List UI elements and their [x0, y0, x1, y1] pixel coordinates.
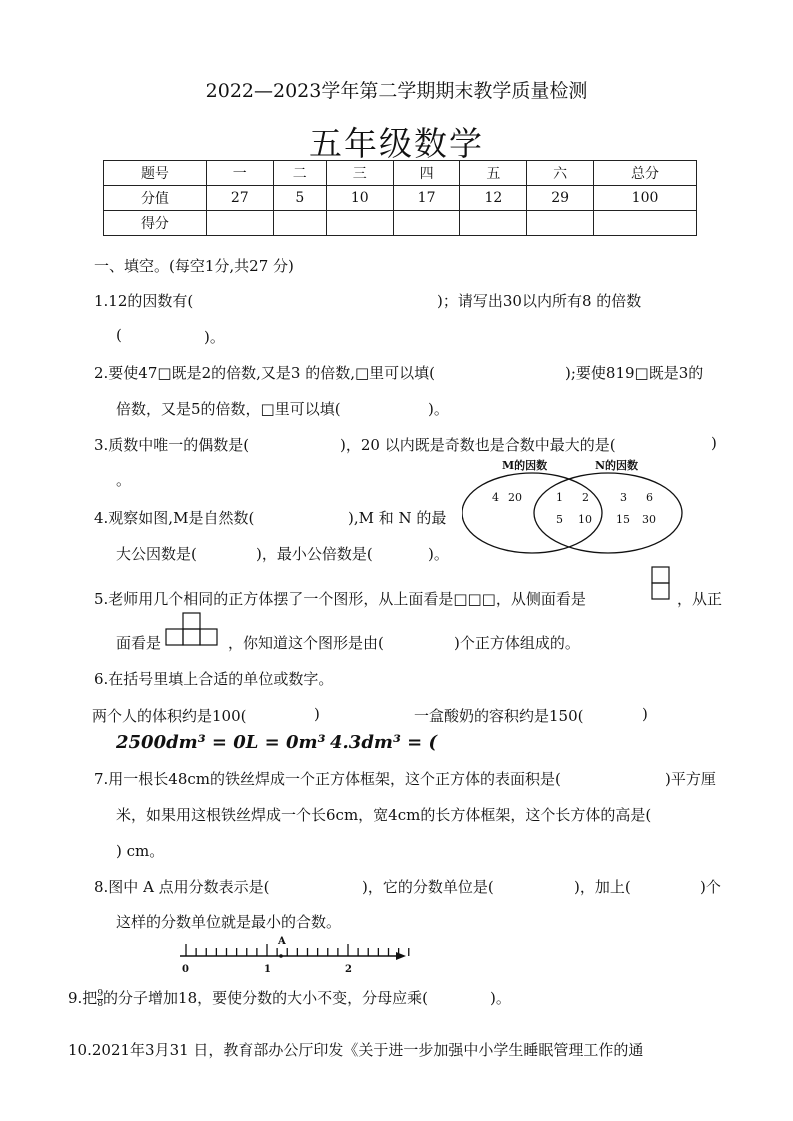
venn-both-top-1: 2	[582, 491, 589, 504]
q3-text-a: 3.质数中唯一的偶数是(	[94, 436, 250, 454]
axis-label-0: 0	[182, 964, 189, 975]
table-cell: 10	[326, 186, 393, 211]
score-input-cell[interactable]	[273, 211, 326, 236]
q3-text-d: 。	[116, 471, 132, 489]
q3-text-b: )，20 以内既是奇数也是合数中最大的是(	[340, 436, 616, 454]
table-cell: 一	[206, 161, 273, 186]
number-line	[170, 934, 410, 976]
q5-text-e: )个正方体组成的。	[454, 634, 580, 652]
q6-text-b: )	[314, 705, 320, 723]
q8-text-c: )，加上(	[574, 878, 631, 896]
point-a-marker	[279, 954, 283, 958]
venn-m-only-0: 4	[492, 491, 499, 504]
score-input-cell[interactable]	[326, 211, 393, 236]
table-row	[104, 211, 697, 236]
q1-text-a: 1.12的因数有(	[94, 292, 194, 310]
score-input-cell[interactable]	[594, 211, 697, 236]
q2-text-c: 倍数，又是5的倍数，□里可以填(	[116, 400, 341, 418]
table-cell: 得分	[104, 211, 207, 236]
table-cell: 分值	[104, 186, 207, 211]
q6-math-2: 4.3dm³ = (	[330, 732, 437, 753]
score-input-cell[interactable]	[206, 211, 273, 236]
table-cell: 题号	[104, 161, 207, 186]
q1-text-c: (	[116, 326, 122, 344]
table-cell: 12	[460, 186, 527, 211]
exam-subtitle: 2022—2023学年第二学期期末教学质量检测	[205, 80, 588, 102]
venn-label-n: N的因数	[595, 459, 639, 472]
table-cell: 四	[393, 161, 460, 186]
venn-diagram	[462, 455, 694, 555]
q4-text-a: 4.观察如图,M是自然数(	[94, 509, 255, 527]
venn-n-bottom-0: 15	[616, 513, 630, 526]
q4-text-e: )。	[428, 545, 449, 563]
venn-both-bottom-0: 5	[556, 513, 563, 526]
q8-text-a: 8.图中 A 点用分数表示是(	[94, 878, 270, 896]
table-cell: 六	[527, 161, 594, 186]
q6-heading: 6.在括号里填上合适的单位或数字。	[94, 670, 334, 688]
front-view-icon	[164, 612, 222, 648]
venn-n-bottom-1: 30	[642, 513, 656, 526]
section-heading: 一、填空。(每空1分,共27 分)	[94, 257, 294, 275]
venn-both-bottom-1: 10	[578, 513, 592, 526]
q5-text-a: 5.老师用几个相同的正方体摆了一个图形，从上面看是□□□，从侧面看是	[94, 590, 586, 608]
q9-line	[68, 987, 511, 1009]
q7-text-d: ) cm。	[116, 842, 165, 860]
q6-text-c: 一盒酸奶的容积约是150(	[414, 707, 584, 725]
q5-text-b: ，从正	[677, 590, 723, 608]
q8-text-d: )个	[700, 878, 721, 896]
q6-math-1: 2500dm³ = 0L = 0m³	[116, 732, 326, 753]
score-input-cell[interactable]	[460, 211, 527, 236]
axis-label-1: 1	[264, 964, 271, 975]
q9-text-c: )。	[490, 989, 511, 1007]
venn-n-top-0: 3	[620, 491, 627, 504]
venn-both-top-0: 1	[556, 491, 563, 504]
q8-text-b: )，它的分数单位是(	[362, 878, 494, 896]
venn-n-top-1: 6	[646, 491, 653, 504]
score-input-cell[interactable]	[527, 211, 594, 236]
table-cell: 五	[460, 161, 527, 186]
venn-label-m: M的因数	[502, 459, 548, 472]
q8-text-e: 这样的分数单位就是最小的合数。	[116, 913, 342, 931]
axis-label-2: 2	[345, 964, 352, 975]
table-cell: 三	[326, 161, 393, 186]
q9-frac-num: 9	[97, 988, 104, 999]
side-view-icon	[651, 566, 671, 602]
q7-text-b: )平方厘	[665, 770, 716, 788]
table-cell: 27	[206, 186, 273, 211]
venn-m-only-1: 20	[508, 491, 522, 504]
q7-text-a: 7.用一根长48cm的铁丝焊成一个正方体框架，这个正方体的表面积是(	[94, 770, 561, 788]
table-row	[104, 161, 697, 186]
table-cell: 100	[594, 186, 697, 211]
q2-text-a: 2.要使47□既是2的倍数,又是3 的倍数,□里可以填(	[94, 364, 435, 382]
q4-text-d: )，最小公倍数是(	[256, 545, 373, 563]
q2-text-b: );要使819□既是3的	[565, 364, 704, 382]
q9-text-a: 9.把	[68, 989, 98, 1007]
point-label-a: A	[278, 936, 286, 947]
q5-text-d: ，你知道这个图形是由(	[228, 634, 384, 652]
table-cell: 总分	[594, 161, 697, 186]
q9-frac-den: 8	[97, 998, 104, 1009]
q4-text-c: 大公因数是(	[116, 545, 197, 563]
table-cell: 17	[393, 186, 460, 211]
q5-text-c: 面看是	[116, 634, 162, 652]
q6-text-d: )	[642, 705, 648, 723]
q6-text-a: 两个人的体积约是100(	[92, 707, 247, 725]
q4-text-b: ),M 和 N 的最	[348, 509, 447, 527]
table-cell: 5	[273, 186, 326, 211]
q10-text-a: 10.2021年3月31 日，教育部办公厅印发《关于进一步加强中小学生睡眠管理工作的通	[68, 1041, 644, 1059]
table-cell: 二	[273, 161, 326, 186]
q9-text-b: 的分子增加18，要使分数的大小不变，分母应乘(	[103, 989, 428, 1007]
q7-text-c: 米，如果用这根铁丝焊成一个长6cm，宽4cm的长方体框架，这个长方体的高是(	[116, 806, 652, 824]
score-table	[103, 160, 697, 236]
q1-text-b: )；请写出30以内所有8 的倍数	[437, 292, 642, 310]
q1-text-d: )。	[204, 328, 225, 346]
q2-text-d: )。	[428, 400, 449, 418]
score-input-cell[interactable]	[393, 211, 460, 236]
exam-title: 五年级数学	[309, 124, 484, 163]
table-cell: 29	[527, 186, 594, 211]
table-row	[104, 186, 697, 211]
q3-text-c: )	[711, 434, 717, 452]
